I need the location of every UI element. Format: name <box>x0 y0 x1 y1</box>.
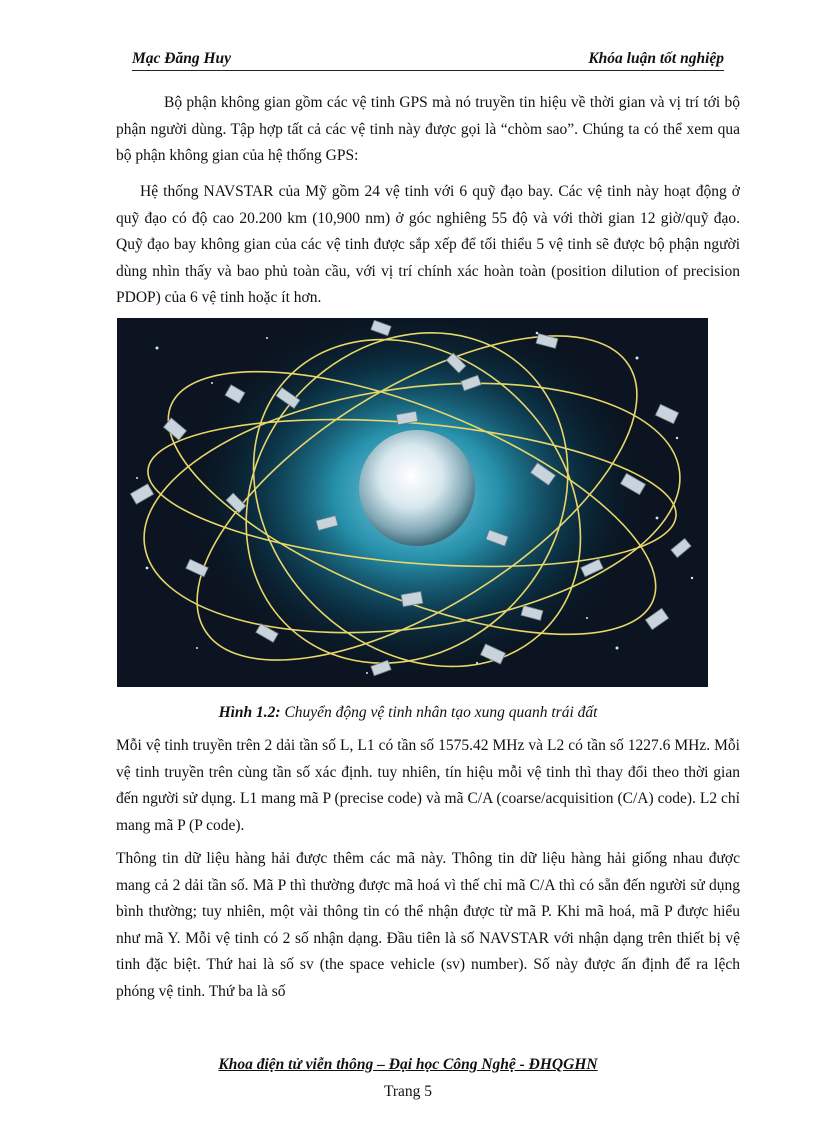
paragraph-navstar: Hệ thống NAVSTAR của Mỹ gồm 24 vệ tinh với 6 quỹ đạo bay. Các vệ tinh này hoạt động ở quỹ đạo có độ cao 20.200 km (10,900 nm) ở góc nghiêng 55 độ và với thời gian 12 giờ/quỹ đạo. Quỹ đạo bay không gian của các vệ tinh được sắp xếp để tối thiểu 5 vệ tinh sẽ được bộ phận người dùng nhìn thấy và bao phủ toàn cầu, với vị trí chính xác hoàn toàn (position dilution of precision PDOP) của 6 vệ tinh hoặc ít hơn. <box>116 183 740 306</box>
paragraph-space-segment: Bộ phận không gian gồm các vệ tinh GPS mà nó truyền tin hiệu về thời gian và vị trí tới bộ phận người dùng. Tập hợp tất cả các vệ tinh này được gọi là “chòm sao”. Chúng ta có thể xem qua bộ phận không gian của hệ thống GPS: <box>116 94 740 164</box>
paragraph-navigation-data: Thông tin dữ liệu hàng hải được thêm các mã này. Thông tin dữ liệu hàng hải giống nhau được mang cả 2 dải tần số. Mã P thì thường được mã hoá vì thế chỉ mã C/A thì có sẵn đến người sử dụng bình thường; tuy nhiên, một vài thông tin có thể nhận được từ mã P. Khi mã hoá, mã P được hiểu như mã Y. Mỗi vệ tinh có 2 số nhận dạng. Đầu tiên là số NAVSTAR với nhận dạng trên thiết bị vệ tinh đặc biệt. Thứ hai là số sv (the space vehicle (sv) number). Số này được ấn định để ra lệch phóng vệ tinh. Thứ ba là số <box>116 850 740 1000</box>
caption-text: Chuyển động vệ tinh nhân tạo xung quanh trái đất <box>280 704 598 721</box>
footer-institution: Khoa điện tử viễn thông – Đại học Công Nghệ - ĐHQGHN <box>218 1056 598 1073</box>
gps-constellation-figure <box>117 318 708 687</box>
header-author: Mạc Đăng Huy <box>132 50 232 67</box>
page-header <box>132 48 724 71</box>
page-footer <box>0 1056 816 1074</box>
figure-caption <box>0 704 816 722</box>
header-title: Khóa luận tốt nghiệp <box>588 50 724 67</box>
gps-constellation-image <box>117 318 708 687</box>
caption-label: Hình 1.2: <box>218 704 281 721</box>
paragraph-frequencies: Mỗi vệ tinh truyền trên 2 dải tần số L, L1 có tần số 1575.42 MHz và L2 có tần số 1227.6 MHz. Mỗi vệ tinh truyền trên cùng tần số xác định. tuy nhiên, tín hiệu mỗi vệ tinh thì thay đổi theo thời gian đến người sử dụng. L1 mang mã P (precise code) và mã C/A (coarse/acquisition (C/A) code). L2 chỉ mang mã P (P code). <box>116 737 740 834</box>
page-number: Trang 5 <box>383 1083 433 1100</box>
earth <box>359 430 475 546</box>
